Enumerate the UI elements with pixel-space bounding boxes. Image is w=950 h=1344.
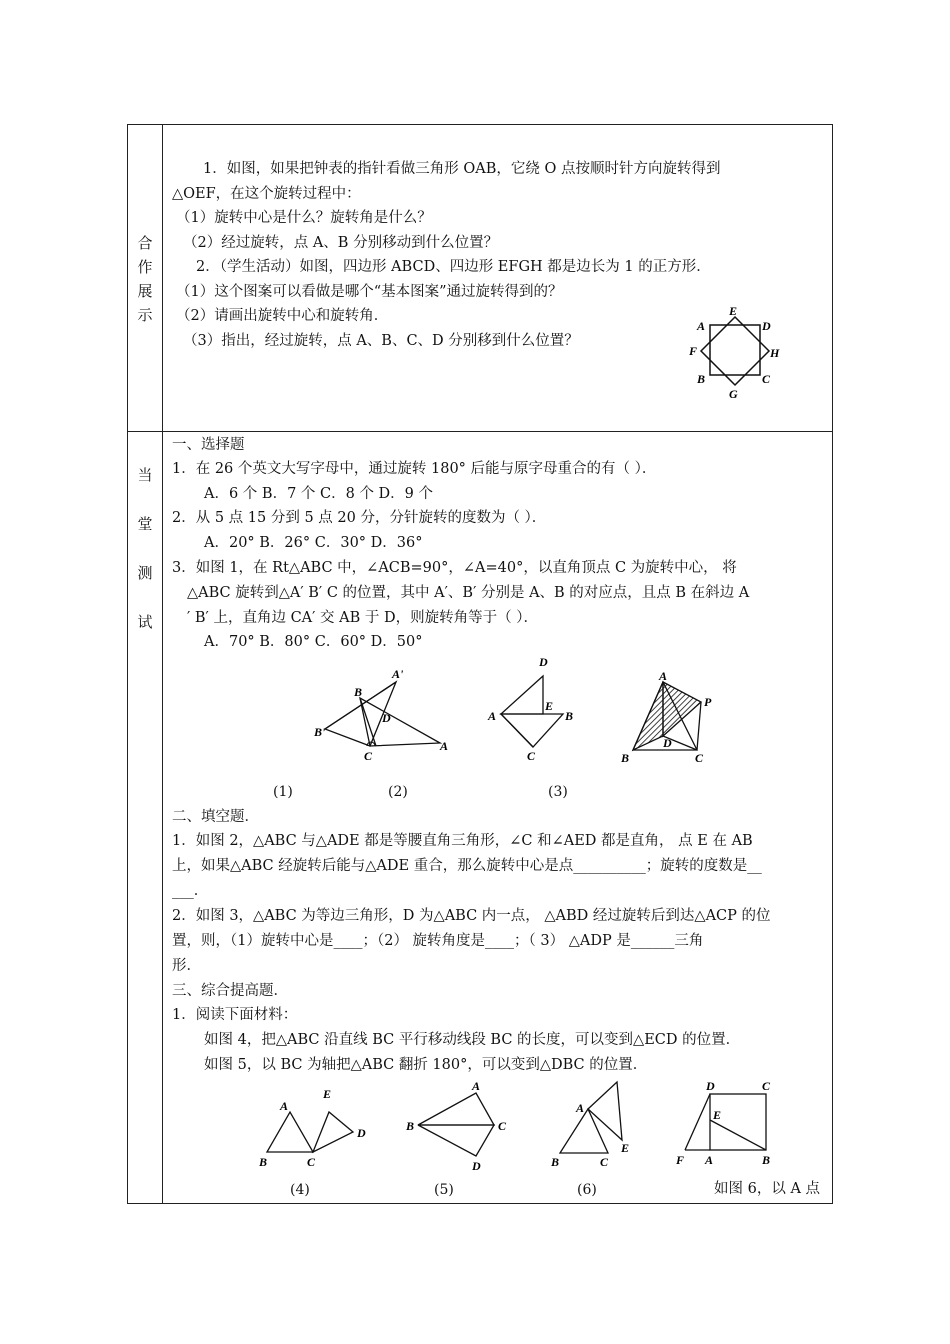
fig4-label-A: A xyxy=(280,1099,289,1113)
fig-label-F: F xyxy=(689,344,698,358)
s2-fill2-line2: 置，则，（1）旋转中心是____；（2） 旋转角度是____；（ 3） △ADP 是______三角 xyxy=(172,933,704,949)
row-divider xyxy=(127,431,833,432)
s1-q2-sub1: （1）这个图案可以看做是哪个“基本图案”通过旋转得到的？ xyxy=(176,284,563,300)
figure-1 xyxy=(310,664,460,764)
fig3-label-B: B xyxy=(621,751,630,765)
fig4-label-C: C xyxy=(307,1155,316,1169)
fig6-label-E: E xyxy=(621,1141,630,1155)
fig-label-E: E xyxy=(729,304,738,318)
fig5-label-B: B xyxy=(406,1119,415,1133)
fig-label-G: G xyxy=(729,387,738,401)
fig-label-A: A xyxy=(697,319,706,333)
fig1-label-Aprime: A' xyxy=(392,667,404,681)
fig2-label-D: D xyxy=(539,655,548,669)
caption-fig5: (5) xyxy=(434,1182,454,1198)
s2-fill1-line1: 1．如图 2，△ABC 与△ADE 都是等腰直角三角形，∠C 和∠AED 都是直角， 点 E 在 AB xyxy=(172,833,753,849)
s1-q2-sub3: （3）指出，经过旋转，点 A、B、C、D 分别移到什么位置？ xyxy=(183,333,579,349)
fig2-label-E: E xyxy=(545,699,554,713)
s2-fill1-line2: 上，如果△ABC 经旋转后能与△ADE 重合，那么旋转中心是点__________；旋转的度数是__ xyxy=(172,858,762,874)
fig6-label-A: A xyxy=(576,1101,585,1115)
column-divider xyxy=(162,124,163,1204)
s2-read-fig5: 如图 5，以 BC 为轴把△ABC 翻折 180°，可以变到△DBC 的位置． xyxy=(204,1057,648,1073)
section1-label-char: 合 xyxy=(137,234,153,252)
s2-read-fig4: 如图 4，把△ABC 沿直线 BC 平行移动线段 BC 的长度，可以变到△ECD 的位置． xyxy=(204,1032,741,1048)
fig3-label-C: C xyxy=(695,751,704,765)
figure-2 xyxy=(483,652,583,764)
figure-5 xyxy=(402,1078,522,1178)
fig-label-C: C xyxy=(762,372,771,386)
fig4-label-E: E xyxy=(323,1087,332,1101)
s2-q3-line3: ′ B′ 上，直角边 CA′ 交 AB 于 D，则旋转角等于（ ）． xyxy=(187,610,538,626)
s2-read-title: 1．阅读下面材料： xyxy=(172,1007,298,1023)
figure-6 xyxy=(545,1076,645,1176)
figure-4 xyxy=(255,1082,375,1172)
fig4-label-B: B xyxy=(259,1155,268,1169)
fig2-label-B: B xyxy=(565,709,574,723)
figure-7 xyxy=(670,1076,780,1176)
fig3-label-D: D xyxy=(663,736,672,750)
fig1-label-Bprime: B' xyxy=(314,725,326,739)
section1-label-char: 展 xyxy=(137,282,153,300)
s1-q1-line2: △OEF，在这个旋转过程中： xyxy=(172,186,361,202)
fig6-label-C: C xyxy=(600,1155,609,1169)
section2-label xyxy=(128,468,162,639)
caption-fig6: (6) xyxy=(577,1182,597,1198)
fig2-label-C: C xyxy=(527,749,536,763)
s2-heading-3: 三、综合提高题． xyxy=(172,983,288,999)
fig3-label-P: P xyxy=(704,695,712,709)
fig7-label-C: C xyxy=(762,1079,771,1093)
fig1-label-A: A xyxy=(440,739,449,753)
section1-label-char: 示 xyxy=(137,306,153,324)
s1-q1-line1: 1．如图，如果把钟表的指针看做三角形 OAB，它绕 O 点按顺时针方向旋转得到 xyxy=(203,161,721,177)
figure-3 xyxy=(615,668,725,768)
fig5-label-D: D xyxy=(472,1159,481,1173)
section2-label-char: 堂 xyxy=(137,515,153,533)
section2-label-char: 试 xyxy=(137,613,153,631)
fig7-label-F: F xyxy=(676,1153,685,1167)
caption-fig1: (1) xyxy=(273,784,293,800)
fig7-label-A: A xyxy=(705,1153,714,1167)
fig7-label-E: E xyxy=(713,1108,722,1122)
fig2-label-A: A xyxy=(488,709,497,723)
fig1-label-C: C xyxy=(364,749,373,763)
fig5-label-C: C xyxy=(498,1119,507,1133)
section1-label-char: 作 xyxy=(137,258,153,276)
octagram-figure xyxy=(688,303,788,403)
fig6-label-B: B xyxy=(551,1155,560,1169)
caption-fig3: (3) xyxy=(548,784,568,800)
fig7-label-B: B xyxy=(762,1153,771,1167)
s1-q1-sub2: （2）经过旋转，点 A、B 分别移动到什么位置？ xyxy=(183,235,499,251)
section1-label xyxy=(128,236,162,332)
s2-heading-1: 一、选择题 xyxy=(172,437,245,453)
s2-q3-options: A．70° B．80° C．60° D．50° xyxy=(204,634,423,650)
section2-label-char: 当 xyxy=(137,466,153,484)
fig5-label-A: A xyxy=(472,1079,481,1093)
s1-q2-sub2: （2）请画出旋转中心和旋转角． xyxy=(176,308,389,324)
s1-q1-sub1: （1）旋转中心是什么？旋转角是什么？ xyxy=(176,210,432,226)
s2-q1: 1．在 26 个英文大写字母中，通过旋转 180° 后能与原字母重合的有（ ）． xyxy=(172,461,657,477)
caption-fig4: (4) xyxy=(290,1182,310,1198)
caption-fig2: (2) xyxy=(388,784,408,800)
fig3-label-A: A xyxy=(659,669,668,683)
s2-q2: 2．从 5 点 15 分到 5 点 20 分，分针旋转的度数为（ ）． xyxy=(172,510,547,526)
s2-q2-options: A．20° B．26° C．30° D．36° xyxy=(204,535,423,551)
fig4-label-D: D xyxy=(357,1126,366,1140)
fig-label-H: H xyxy=(770,346,780,360)
s2-fill2-line3: 形． xyxy=(172,958,201,974)
section2-label-char: 测 xyxy=(137,564,153,582)
s2-fill2-line1: 2．如图 3，△ABC 为等边三角形，D 为△ABC 内一点， △ABD 经过旋转后到达△ACP 的位 xyxy=(172,908,771,924)
s1-q2-line: 2．（学生活动）如图，四边形 ABCD、四边形 EFGH 都是边长为 1 的正方形． xyxy=(196,259,711,275)
fig7-label-D: D xyxy=(706,1079,715,1093)
fig1-label-B: B xyxy=(354,685,363,699)
s2-q3-line2: △ABC 旋转到△A′ B′ C 的位置，其中 A′、B′ 分别是 A、B 的对应点，且点 B 在斜边 A xyxy=(187,585,750,601)
s2-heading-2: 二、填空题． xyxy=(172,809,259,825)
s2-q3-line1: 3．如图 1，在 Rt△ABC 中，∠ACB=90°，∠A=40°，以直角顶点 C 为旋转中心， 将 xyxy=(172,560,737,576)
fig-label-B: B xyxy=(697,372,706,386)
s2-read-fig6: 如图 6，以 A 点 xyxy=(714,1181,821,1197)
fig-label-D: D xyxy=(762,319,771,333)
s2-fill1-line3: ___． xyxy=(172,883,209,899)
fig1-label-D: D xyxy=(382,711,391,725)
s2-q1-options: A．6 个 B．7 个 C．8 个 D．9 个 xyxy=(204,486,434,502)
